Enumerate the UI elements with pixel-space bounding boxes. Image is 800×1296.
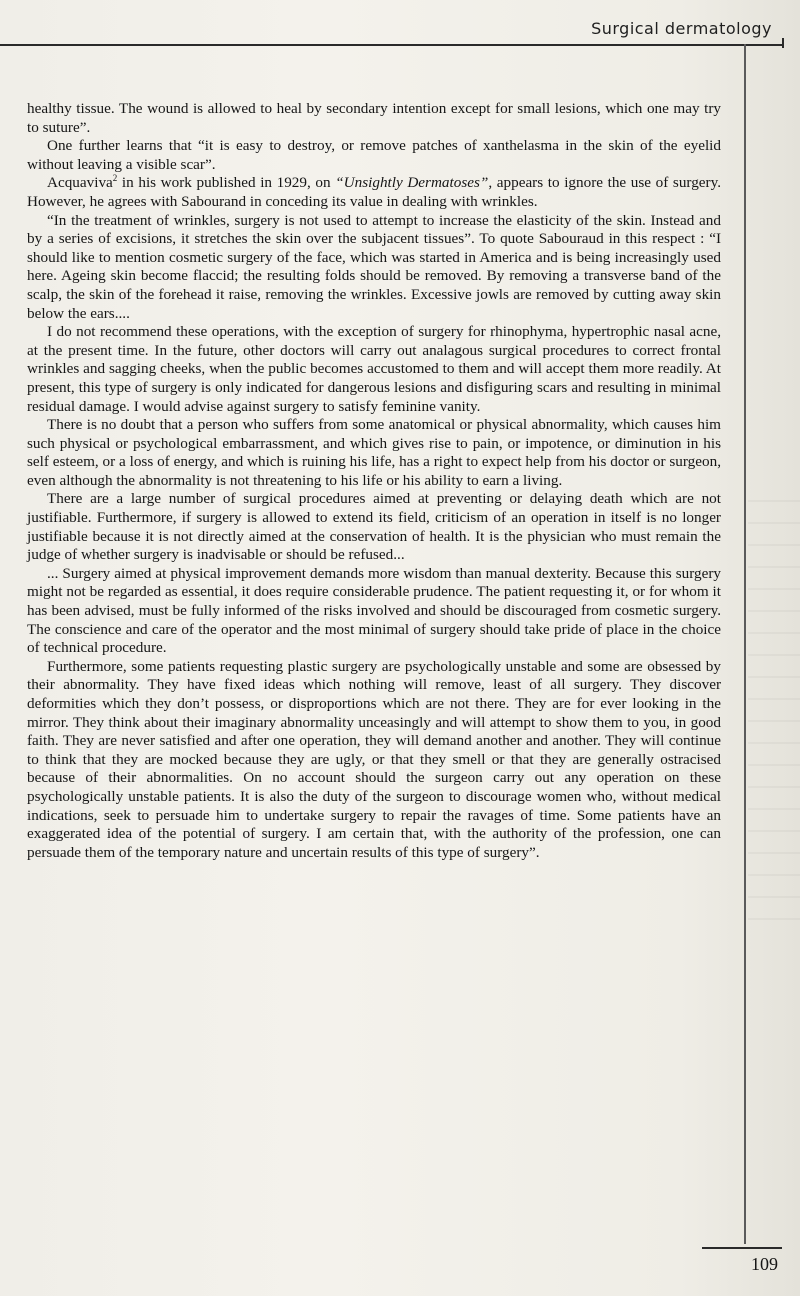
reference-number: 2 <box>112 173 118 184</box>
paragraph-8: ... Surgery aimed at physical improvement demands more wisdom than manual dexterity. Because this surgery might not be regarded as essential, it does require considerable prudence. The patient requesting it, or for whom it has been advised, must be fully informed of the risks involved and should be discouraged from cosmetic surgery. The conscience and care of the operator and the most minimal of surgery should take pride of place in the choice of technical procedure. <box>27 564 721 657</box>
show-through-bleed <box>748 500 800 920</box>
work-title: “Unsightly Dermatoses” <box>335 174 489 192</box>
footer-rule <box>702 1247 782 1249</box>
paragraph-6: There is no doubt that a person who suffers from some anatomical or physical abnormality, which causes him such physical or psychological embarrassment, and which gives rise to pain, or impotence, or diminution in his self esteem, or a loss of energy, and which is ruining his life, has a right to expect help from his doctor or surgeon, even although the abnormality is not threatening to his life or his ability to earn a living. <box>27 416 721 489</box>
paragraph-3-part-a: in his work published in 1929, on <box>117 174 336 192</box>
paragraph-2: One further learns that “it is easy to destroy, or remove patches of xanthelasma in the skin of the eyelid without leaving a visible scar”. <box>27 137 721 173</box>
paragraph-3 <box>27 174 721 211</box>
margin-rule <box>744 44 746 1244</box>
header-rule-tick <box>782 38 784 48</box>
paragraph-7: There are a large number of surgical procedures aimed at preventing or delaying death which are not justifiable. Furthermore, if surgery is allowed to extend its field, criticism of an operation in itself is no longer justifiable because it is not directly aimed at the conservation of health. It is the physician who must remain the judge of whether surgery is inadvisable or should be refused... <box>27 490 721 564</box>
paragraph-3-part-b: , appears to ignore the use of surgery. However, he agrees with Sabourand in conceding its value in dealing with wrinkles. <box>27 174 722 210</box>
author-name: Acquaviva <box>47 174 113 192</box>
page-number: 109 <box>751 1254 778 1274</box>
paragraph-1: healthy tissue. The wound is allowed to heal by secondary intention except for small lesions, which one may try to suture”. <box>27 100 721 136</box>
paragraph-4: “In the treatment of wrinkles, surgery is not used to attempt to increase the elasticity of the skin. Instead and by a series of excisions, it stretches the skin over the subjacent tissues”. To quote Sabouraud in this respect : “I should like to mention cosmetic surgery of the face, which was started in America and is being increasingly used here. Ageing skin become flaccid; the resulting folds should be removed. By removing a transverse band of the scalp, the skin of the forehead it raise, removing the wrinkles. Excessive jowls are removed by cutting away skin below the ears.... <box>27 211 721 322</box>
running-header-title: Surgical dermatology <box>591 19 772 38</box>
body-text <box>27 100 721 862</box>
paragraph-9: Furthermore, some patients requesting plastic surgery are psychologically unstable and some are obsessed by their abnormality. They have fixed ideas which nothing will remove, least of all surgery. They discover deformities which they don’t possess, or disproportions which are not there. They are for ever looking in the mirror. They think about their imaginary abnormality unceasingly and will attempt to show them to you, in good faith. They are never satisfied and after one operation, they will demand another and another. They will continue to think that they are mocked because they are ugly, or that they smell or that they are generally ostracised because of their abnormalities. On no account should the surgeon carry out any operation on these psychologically unstable patients. It is also the duty of the surgeon to discourage women who, without medical indications, seek to persuade him to undertake surgery to repair the ravages of time. Some patients have an exaggerated idea of the potential of surgery. I am certain that, with the authority of the profession, one can persuade them of the temporary nature and uncertain results of this type of surgery”. <box>27 657 721 861</box>
header-rule <box>0 44 782 46</box>
paragraph-5: I do not recommend these operations, with the exception of surgery for rhinophyma, hypertrophic nasal acne, at the present time. In the future, other doctors will carry out analagous surgical procedures to correct frontal wrinkles and sagging cheeks, when the public becomes accustomed to them and will accept them more readily. At present, this type of surgery is only indicated for dangerous lesions and disfiguring scars and resulting in minimal residual damage. I would advise against surgery to satisfy feminine vanity. <box>27 323 721 415</box>
